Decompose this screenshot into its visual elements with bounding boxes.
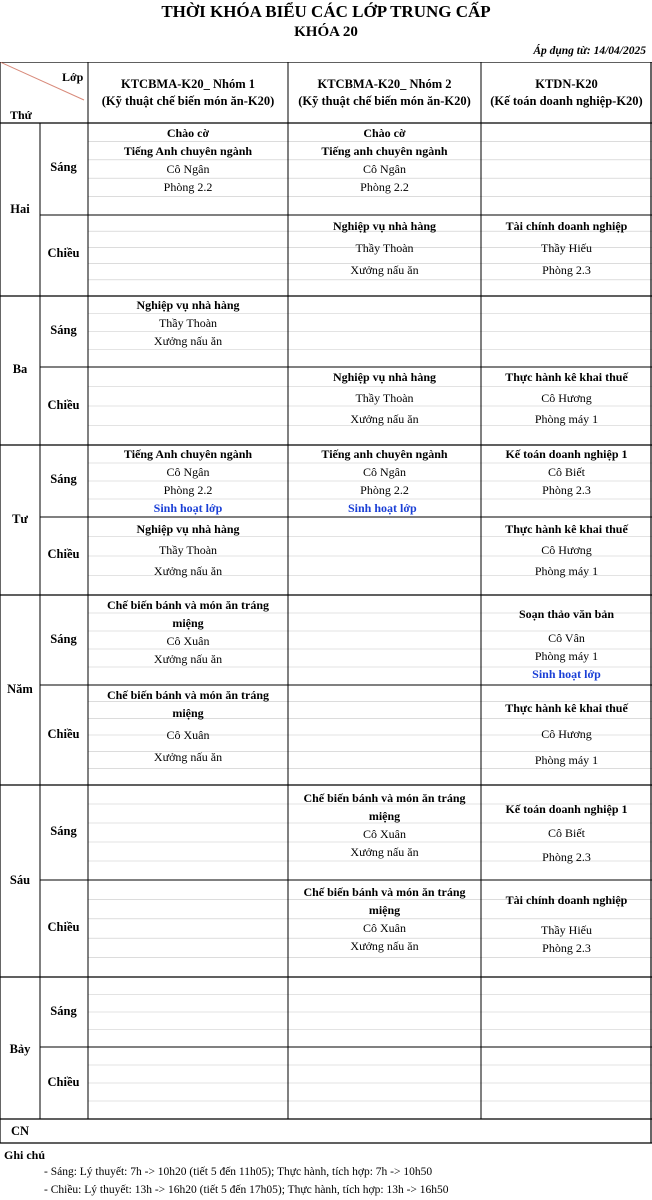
subject: miệng bbox=[368, 903, 401, 917]
slot-sau-chieu-class3 bbox=[481, 891, 652, 957]
day-hai: Hai bbox=[10, 202, 30, 216]
room: Xưởng nấu ăn bbox=[350, 263, 419, 277]
room: Phòng máy 1 bbox=[534, 753, 599, 767]
day-tu: Tư bbox=[12, 512, 28, 526]
room: Xưởng nấu ăn bbox=[153, 334, 223, 348]
teacher: Cô Hương bbox=[541, 543, 592, 557]
class-header-2 bbox=[288, 76, 481, 110]
class-code: KTCBMA-K20_ Nhóm 1 bbox=[120, 77, 256, 91]
session-hai-sang: Sáng bbox=[50, 160, 77, 174]
subject: Chế biến bánh và món ăn tráng bbox=[303, 791, 466, 805]
room: Phòng máy 1 bbox=[534, 649, 599, 663]
room: Xưởng nấu ăn bbox=[153, 652, 223, 666]
session-tu-chieu: Chiều bbox=[47, 547, 80, 561]
room: Phòng 2.3 bbox=[542, 263, 591, 277]
subject: Chế biến bánh và món ăn tráng bbox=[106, 598, 270, 612]
teacher: Cô Ngân bbox=[166, 465, 210, 479]
room: Xưởng nấu ăn bbox=[153, 750, 223, 764]
class-name: (Kế toán doanh nghiệp-K20) bbox=[490, 94, 643, 108]
teacher: Cô Xuân bbox=[363, 921, 406, 935]
teacher: Cô Hương bbox=[541, 727, 592, 741]
room: Phòng 2.3 bbox=[542, 941, 591, 955]
subject: Tiếng anh chuyên ngành bbox=[321, 447, 448, 461]
room: Phòng 2.3 bbox=[542, 850, 591, 864]
teacher: Thầy Thoàn bbox=[158, 316, 218, 330]
teacher: Cô Ngân bbox=[363, 465, 406, 479]
teacher: Cô Hương bbox=[541, 391, 592, 405]
session-hai-chieu: Chiều bbox=[47, 246, 80, 260]
page-title: THỜI KHÓA BIỂU CÁC LỚP TRUNG CẤP bbox=[161, 2, 491, 21]
slot-ba-sang-class1 bbox=[88, 296, 288, 350]
session-sau-sang: Sáng bbox=[50, 824, 77, 838]
slot-sau-sang-class2 bbox=[288, 789, 481, 861]
teacher: Cô Xuân bbox=[166, 634, 210, 648]
subject: Kế toán doanh nghiệp 1 bbox=[505, 447, 628, 461]
session-ba-sang: Sáng bbox=[50, 323, 77, 337]
class-meeting: Sinh hoạt lớp bbox=[153, 501, 223, 515]
session-ba-chieu: Chiều bbox=[47, 398, 80, 412]
slot-tu-sang-class3 bbox=[481, 445, 652, 499]
room: Phòng 2.2 bbox=[163, 180, 213, 194]
slot-sau-sang-class3 bbox=[481, 797, 652, 869]
teacher: Thầy Hiếu bbox=[541, 923, 592, 937]
subject: Nghiệp vụ nhà hàng bbox=[332, 219, 437, 233]
slot-hai-sang-class1 bbox=[88, 124, 288, 196]
session-nam-chieu: Chiều bbox=[47, 727, 80, 741]
subject: miệng bbox=[172, 706, 204, 720]
class-name: (Kỹ thuật chế biến món ăn-K20) bbox=[298, 94, 471, 108]
slot-nam-chieu-class3 bbox=[481, 695, 652, 773]
corner-class-label: Lớp bbox=[62, 70, 84, 84]
slot-nam-sang-class1 bbox=[88, 596, 288, 668]
subject: Tài chính doanh nghiệp bbox=[505, 219, 628, 233]
day-nam: Năm bbox=[7, 682, 33, 696]
teacher: Thầy Thoàn bbox=[355, 391, 414, 405]
room: Phòng 2.2 bbox=[163, 483, 213, 497]
teacher: Cô Ngân bbox=[363, 162, 406, 176]
teacher: Cô Vân bbox=[548, 631, 585, 645]
class-code: KTCBMA-K20_ Nhóm 2 bbox=[317, 77, 452, 91]
applied-date: Áp dụng từ: 14/04/2025 bbox=[533, 45, 646, 57]
teacher: Thầy Hiếu bbox=[541, 241, 592, 255]
subject: Chào cờ bbox=[363, 126, 406, 140]
slot-hai-chieu-class3 bbox=[481, 215, 652, 281]
room: Phòng 2.2 bbox=[360, 180, 409, 194]
slot-hai-chieu-class2 bbox=[288, 215, 481, 281]
room: Xưởng nấu ăn bbox=[350, 939, 419, 953]
subject: Nghiệp vụ nhà hàng bbox=[136, 298, 240, 312]
teacher: Cô Biết bbox=[547, 465, 585, 479]
class-header-3 bbox=[481, 76, 652, 110]
room: Phòng 2.2 bbox=[360, 483, 409, 497]
class-header-1 bbox=[88, 76, 288, 110]
page-subtitle: KHÓA 20 bbox=[294, 24, 358, 40]
slot-tu-sang-class2 bbox=[288, 445, 481, 517]
slot-sau-chieu-class2 bbox=[288, 883, 481, 955]
teacher: Thầy Thoàn bbox=[355, 241, 414, 255]
slot-hai-sang-class2 bbox=[288, 124, 481, 196]
slot-tu-chieu-class3 bbox=[481, 519, 652, 582]
room: Phòng 2.3 bbox=[542, 483, 591, 497]
subject: Chào cờ bbox=[166, 126, 210, 140]
notes-title: Ghi chú bbox=[4, 1148, 46, 1162]
slot-ba-chieu-class2 bbox=[288, 367, 481, 430]
subject: Nghiệp vụ nhà hàng bbox=[136, 522, 240, 536]
subject: Kế toán doanh nghiệp 1 bbox=[505, 802, 628, 816]
subject: miệng bbox=[172, 616, 204, 630]
class-code: KTDN-K20 bbox=[535, 77, 598, 91]
session-sau-chieu: Chiều bbox=[47, 920, 80, 934]
subject: Nghiệp vụ nhà hàng bbox=[332, 370, 437, 384]
subject: Tài chính doanh nghiệp bbox=[505, 893, 628, 907]
slot-ba-chieu-class3 bbox=[481, 367, 652, 430]
teacher: Cô Xuân bbox=[166, 728, 210, 742]
subject: Tiếng Anh chuyên ngành bbox=[123, 144, 253, 158]
subject: Chế biến bánh và món ăn tráng bbox=[106, 688, 270, 702]
teacher: Thầy Thoàn bbox=[158, 543, 218, 557]
session-nam-sang: Sáng bbox=[50, 632, 77, 646]
class-meeting: Sinh hoạt lớp bbox=[532, 667, 601, 681]
day-sau: Sáu bbox=[9, 873, 31, 887]
subject: Soạn thảo văn bản bbox=[518, 607, 615, 621]
session-bay-chieu: Chiều bbox=[47, 1075, 80, 1089]
room: Xưởng nấu ăn bbox=[350, 845, 419, 859]
subject: miệng bbox=[368, 809, 401, 823]
corner-day-label: Thứ bbox=[10, 108, 32, 122]
subject: Chế biến bánh và món ăn tráng bbox=[303, 885, 466, 899]
slot-nam-chieu-class1 bbox=[88, 686, 288, 766]
slot-nam-sang-class3 bbox=[481, 605, 652, 683]
room: Phòng máy 1 bbox=[534, 412, 599, 426]
subject: Thực hành kê khai thuế bbox=[505, 701, 628, 715]
room: Xưởng nấu ăn bbox=[153, 564, 223, 578]
subject: Thực hành kê khai thuế bbox=[505, 370, 628, 384]
teacher: Cô Biết bbox=[547, 826, 585, 840]
note-afternoon: - Chiều: Lý thuyết: 13h -> 16h20 (tiết 5 đến 17h05); Thực hành, tích hợp: 13h -> 16h50 bbox=[44, 1184, 449, 1196]
teacher: Cô Xuân bbox=[363, 827, 406, 841]
session-tu-sang: Sáng bbox=[50, 472, 77, 486]
note-morning: - Sáng: Lý thuyết: 7h -> 10h20 (tiết 5 đến 11h05); Thực hành, tích hợp: 7h -> 10h50 bbox=[44, 1166, 433, 1178]
subject: Tiếng anh chuyên ngành bbox=[321, 144, 448, 158]
session-bay-sang: Sáng bbox=[50, 1004, 77, 1018]
day-ba: Ba bbox=[12, 362, 28, 376]
subject: Tiếng Anh chuyên ngành bbox=[123, 447, 253, 461]
day-bay: Bảy bbox=[9, 1042, 31, 1056]
slot-tu-chieu-class1 bbox=[88, 519, 288, 582]
class-meeting: Sinh hoạt lớp bbox=[348, 501, 417, 515]
class-name: (Kỹ thuật chế biến món ăn-K20) bbox=[101, 94, 275, 108]
day-cn: CN bbox=[10, 1124, 30, 1138]
room: Xưởng nấu ăn bbox=[350, 412, 419, 426]
room: Phòng máy 1 bbox=[534, 564, 599, 578]
slot-tu-sang-class1 bbox=[88, 445, 288, 517]
subject: Thực hành kê khai thuế bbox=[505, 522, 628, 536]
teacher: Cô Ngân bbox=[166, 162, 210, 176]
